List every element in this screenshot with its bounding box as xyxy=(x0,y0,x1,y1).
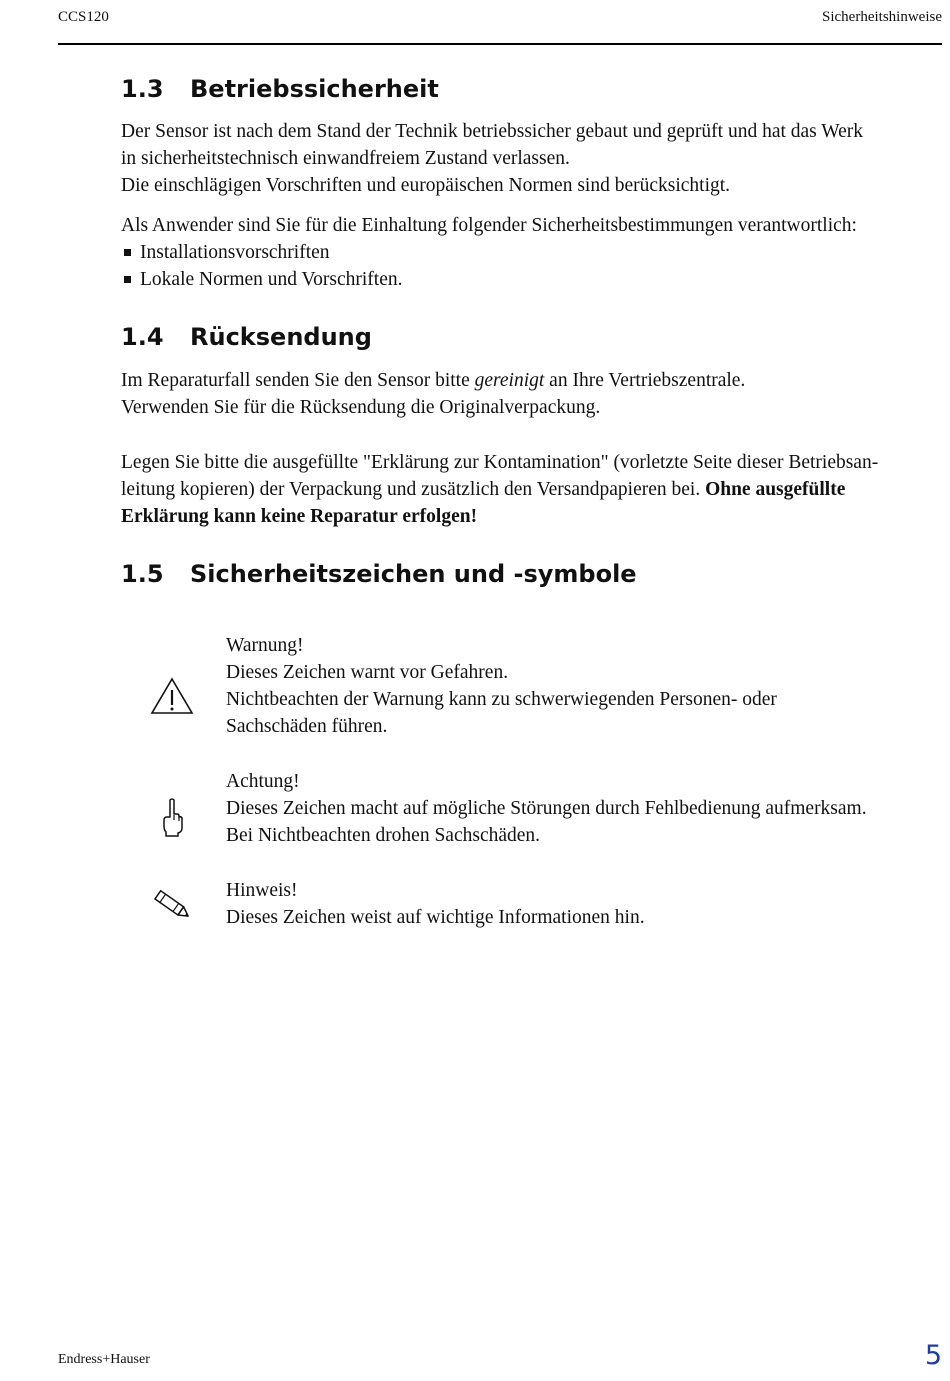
paragraph-ruecksendung xyxy=(121,367,946,421)
text-run: Im Reparaturfall senden Sie den Sensor bitte xyxy=(121,370,475,391)
paragraph-anwender xyxy=(121,212,946,293)
text-line: Dieses Zeichen weist auf wichtige Informationen hin. xyxy=(226,907,645,928)
text-line: Sachschäden führen. xyxy=(226,716,388,737)
raised-finger-icon xyxy=(150,796,194,840)
section-heading-1-5 xyxy=(121,560,637,588)
caution-label: Achtung! xyxy=(226,771,300,792)
list-item xyxy=(121,239,946,266)
bold-text: Erklärung kann keine Reparatur erfolgen! xyxy=(121,506,478,527)
text-line: Die einschlägigen Vorschriften und europäischen Normen sind berücksichtigt. xyxy=(121,175,731,196)
note-label: Hinweis! xyxy=(226,880,298,901)
section-title: Betriebssicherheit xyxy=(190,75,439,103)
warning-text-block xyxy=(226,632,946,740)
text-line: Legen Sie bitte die ausgefüllte "Erklärung zur Kontamination" (vorletzte Seite dieser Betriebsan- xyxy=(121,452,879,473)
caution-text-block xyxy=(226,768,946,849)
header-rule xyxy=(58,43,942,45)
section-title: Sicherheitszeichen und -symbole xyxy=(190,560,637,588)
warning-label: Warnung! xyxy=(226,635,304,656)
list-item xyxy=(121,266,946,293)
list-item-text: Installationsvorschriften xyxy=(140,242,330,263)
text-run: leitung kopieren) der Verpackung und zusätzlich den Versandpapieren bei. xyxy=(121,479,706,500)
emphasis-text: gereinigt xyxy=(474,370,545,391)
text-line: in sicherheitstechnisch einwandfreiem Zustand verlassen. xyxy=(121,148,570,169)
text-line: Dieses Zeichen macht auf mögliche Störungen durch Fehlbedienung aufmerksam. xyxy=(226,798,867,819)
section-heading-1-4 xyxy=(121,323,372,351)
paragraph-betriebssicherheit xyxy=(121,118,946,199)
text-line: Der Sensor ist nach dem Stand der Technik betriebssicher gebaut und geprüft und hat das Werk xyxy=(121,121,864,142)
text-run: an Ihre Vertriebszentrale. xyxy=(544,370,746,391)
pencil-note-icon xyxy=(150,884,194,928)
bullet-icon xyxy=(124,276,131,283)
paragraph-kontamination xyxy=(121,449,946,530)
note-text-block xyxy=(226,877,946,931)
text-line xyxy=(121,476,946,503)
text-line: Als Anwender sind Sie für die Einhaltung folgender Sicherheitsbestimmungen verantwortlich: xyxy=(121,215,857,236)
text-line: Nichtbeachten der Warnung kann zu schwerwiegenden Personen- oder xyxy=(226,689,777,710)
header-doc-id: CCS120 xyxy=(58,9,109,25)
section-number: 1.4 xyxy=(121,323,164,351)
list-item-text: Lokale Normen und Vorschriften. xyxy=(140,269,403,290)
page-number: 5 xyxy=(924,1340,942,1371)
text-line xyxy=(121,367,946,394)
text-line: Bei Nichtbeachten drohen Sachschäden. xyxy=(226,825,541,846)
header-chapter: Sicherheitshinweise xyxy=(822,9,942,25)
section-title: Rücksendung xyxy=(190,323,372,351)
text-line: Dieses Zeichen warnt vor Gefahren. xyxy=(226,662,509,683)
bold-text: Ohne ausgefüllte xyxy=(705,479,846,500)
section-number: 1.5 xyxy=(121,560,164,588)
bullet-icon xyxy=(124,249,131,256)
section-heading-1-3 xyxy=(121,75,439,103)
section-number: 1.3 xyxy=(121,75,164,103)
warning-triangle-icon xyxy=(150,675,194,719)
text-line: Verwenden Sie für die Rücksendung die Originalverpackung. xyxy=(121,397,601,418)
footer-brand: Endress+Hauser xyxy=(58,1352,150,1367)
